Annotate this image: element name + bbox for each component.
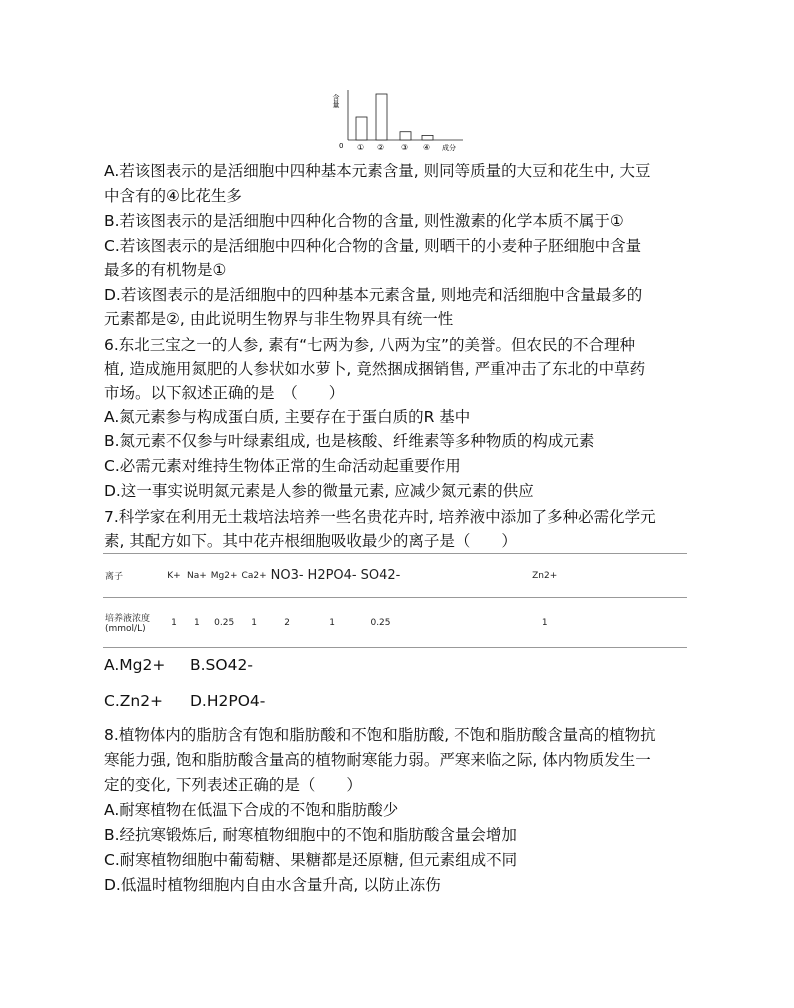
q6-option-d: D.这一事实说明氮元素是人参的微量元素, 应减少氮元素的供应 <box>104 482 534 500</box>
header-no3: NO3- <box>269 554 306 598</box>
text-line-6: D.若该图表示的是活细胞中的四种基本元素含量, 则地壳和活细胞中含量最多的 <box>104 286 643 304</box>
cell-so4: 0.25 <box>359 598 403 648</box>
cell-na: 1 <box>185 598 209 648</box>
text-line-4: C.若该图表示的是活细胞中四种化合物的含量, 则晒干的小麦种子胚细胞中含量 <box>104 237 642 255</box>
text-line-2: 中含有的④比花生多 <box>104 187 242 205</box>
cell-ca: 1 <box>240 598 269 648</box>
text-line-7: 元素都是②, 由此说明生物界与非生物界具有统一性 <box>104 310 454 328</box>
q8-option-d: D.低温时植物细胞内自由水含量升高, 以防止冻伤 <box>104 876 441 894</box>
header-na: Na+ <box>185 554 209 598</box>
bar-1 <box>356 117 367 140</box>
q6-option-c: C.必需元素对维持生物体正常的生命活动起重要作用 <box>104 457 461 475</box>
category-label-2: ② <box>377 143 385 152</box>
q8-option-b: B.经抗寒锻炼后, 耐寒植物细胞中的不饱和脂肪酸含量会增加 <box>104 826 517 844</box>
category-label-3: ③ <box>401 143 409 152</box>
category-label-1: ① <box>357 143 365 152</box>
bar-2 <box>376 94 387 140</box>
cell-k: 1 <box>163 598 185 648</box>
chart-xlabel: 成分 <box>442 144 456 152</box>
text-line-1: A.若该图表示的是活细胞中四种基本元素含量, 则同等质量的大豆和花生中, 大豆 <box>104 162 651 180</box>
q6-stem-1: 6.东北三宝之一的人参, 素有“七两为参, 八两为宝”的美誉。但农民的不合理种 <box>104 336 636 354</box>
text-line-5: 最多的有机物是① <box>104 261 227 279</box>
q6-stem-2: 植, 造成施用氮肥的人参状如水萝卜, 竟然捆成捆销售, 严重冲击了东北的中草药 <box>104 360 646 378</box>
q6-stem-3: 市场。以下叙述正确的是 （ ） <box>104 384 345 402</box>
q8-stem-3: 定的变化, 下列表述正确的是（ ） <box>104 776 362 794</box>
q7-option-d: D.H2PO4- <box>190 692 266 710</box>
category-labels <box>357 143 430 152</box>
header-ca: Ca2+ <box>240 554 269 598</box>
header-label: 离子 <box>103 554 163 598</box>
bars-group <box>356 94 433 140</box>
cell-h2po4: 1 <box>306 598 359 648</box>
bar-4 <box>422 135 433 140</box>
chart-origin: 0 <box>339 142 344 150</box>
q8-stem-1: 8.植物体内的脂肪含有饱和脂肪酸和不饱和脂肪酸, 不饱和脂肪酸含量高的植物抗 <box>104 726 656 744</box>
q7-option-a: A.Mg2+ <box>104 656 166 674</box>
header-zn: Zn2+ <box>402 554 687 598</box>
q7-stem-1: 7.科学家在利用无土栽培法培养一些名贵花卉时, 培养液中添加了多种必需化学元 <box>104 508 656 526</box>
q6-option-b: B.氮元素不仅参与叶绿素组成, 也是核酸、纤维素等多种物质的构成元素 <box>104 432 595 450</box>
q8-stem-2: 寒能力强, 饱和脂肪酸含量高的植物耐寒能力弱。严寒来临之际, 体内物质发生一 <box>104 751 651 769</box>
q8-option-c: C.耐寒植物细胞中葡萄糖、果糖都是还原糖, 但元素组成不同 <box>104 851 518 869</box>
content-bar-chart <box>330 88 470 154</box>
q6-option-a: A.氮元素参与构成蛋白质, 主要存在于蛋白质的R 基中 <box>104 408 471 426</box>
cell-zn: 1 <box>402 598 687 648</box>
text-line-3: B.若该图表示的是活细胞中四种化合物的含量, 则性激素的化学本质不属于① <box>104 212 624 230</box>
bar-3 <box>400 132 411 140</box>
nutrient-table <box>103 553 687 648</box>
header-mg: Mg2+ <box>209 554 240 598</box>
header-h2po4: H2PO4- <box>306 554 359 598</box>
cell-mg: 0.25 <box>209 598 240 648</box>
cell-no3: 2 <box>269 598 306 648</box>
header-k: K+ <box>163 554 185 598</box>
chart-ylabel: 含量 <box>332 94 340 108</box>
q7-stem-2: 素, 其配方如下。其中花卉根细胞吸收最少的离子是（ ） <box>104 532 517 550</box>
q8-option-a: A.耐寒植物在低温下合成的不饱和脂肪酸少 <box>104 801 399 819</box>
header-so4: SO42- <box>359 554 403 598</box>
q7-option-c: C.Zn2+ <box>104 692 164 710</box>
table-row <box>103 598 687 648</box>
category-label-4: ④ <box>423 143 431 152</box>
q7-option-b: B.SO42- <box>190 656 253 674</box>
table-header-row <box>103 554 687 598</box>
row-label: 培养液浓度(mmol/L) <box>103 598 163 648</box>
